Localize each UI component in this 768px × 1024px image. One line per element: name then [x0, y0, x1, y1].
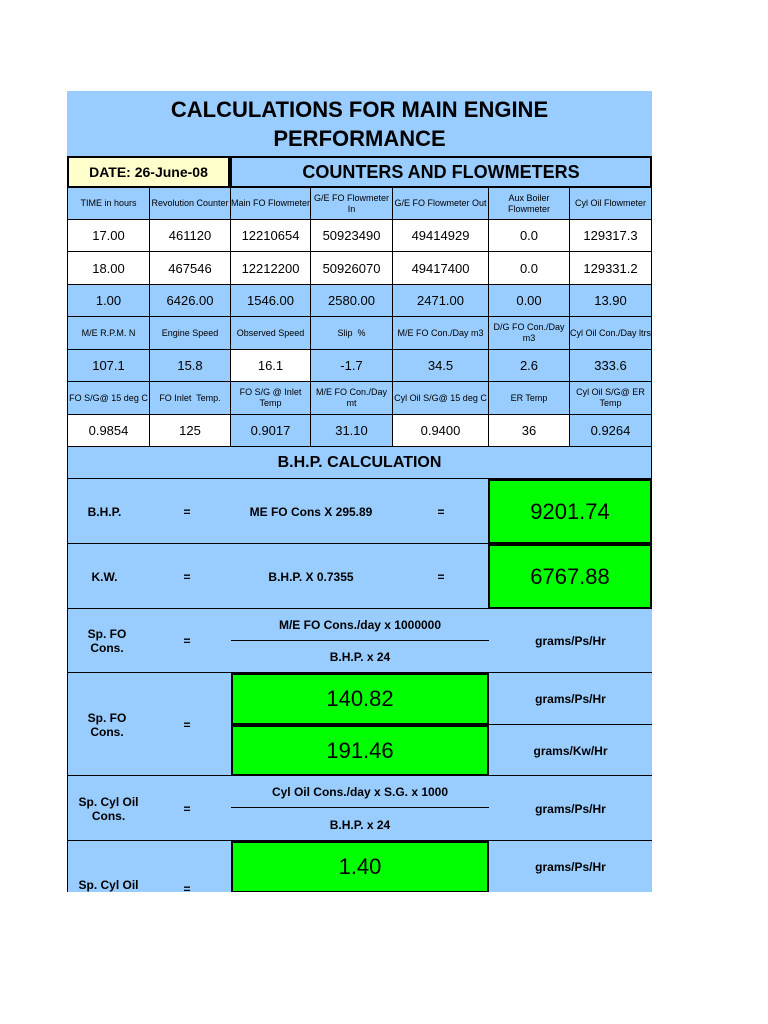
value-slip: -1.7 [311, 350, 393, 382]
value-dg-fo-con: 2.6 [489, 350, 570, 382]
title-line-2: PERFORMANCE [273, 125, 446, 151]
bhp-section-title: B.H.P. CALCULATION [67, 447, 652, 479]
value-er-temp: 36 [489, 415, 570, 447]
bhp-label: B.H.P. [87, 504, 122, 519]
value-me-fo-con-m3: 34.5 [393, 350, 489, 382]
bhp-equals-2: = [437, 504, 445, 519]
row1-main-fo: 12210654 [231, 220, 311, 252]
row2-ge-in: 50926070 [311, 252, 393, 285]
row1-time: 17.00 [67, 220, 150, 252]
kw-label: K.W. [91, 569, 118, 584]
value-fo-inlet-temp: 125 [150, 415, 231, 447]
row1-aux-boiler: 0.0 [489, 220, 570, 252]
sp-cyl-formula-label: Sp. Cyl Oil Cons. [78, 794, 139, 823]
sp-fo-unit-kw: grams/Kw/Hr [533, 743, 608, 758]
diff-ge-out: 2471.00 [393, 285, 489, 317]
header-er-temp: ER Temp [489, 382, 570, 415]
sp-cyl-result-equals: = [183, 882, 191, 892]
calculation-sheet [67, 91, 652, 892]
sp-fo-unit-ps: grams/Ps/Hr [489, 673, 652, 725]
header-aux-boiler: Aux Boiler Flowmeter [489, 188, 570, 220]
value-me-rpm: 107.1 [67, 350, 150, 382]
row1-ge-in: 50923490 [311, 220, 393, 252]
header-main-fo-flowmeter: Main FO Flowmeter [231, 188, 311, 220]
header-observed-speed: Observed Speed [231, 317, 311, 350]
header-time: TIME in hours [67, 188, 150, 220]
header-engine-speed: Engine Speed [150, 317, 231, 350]
header-cyl-oil-sg-15: Cyl Oil S/G@ 15 deg C [393, 382, 489, 415]
header-fo-inlet-temp: FO Inlet Temp. [150, 382, 231, 415]
value-fo-sg-inlet: 0.9017 [231, 415, 311, 447]
row1-cyl-oil: 129317.3 [570, 220, 652, 252]
header-ge-fo-in: G/E FO Flowmeter In [311, 188, 393, 220]
sp-fo-numerator: M/E FO Cons./day x 1000000 [278, 618, 442, 632]
counters-section-title: COUNTERS AND FLOWMETERS [230, 156, 652, 188]
header-me-rpm: M/E R.P.M. N [67, 317, 150, 350]
sp-fo-formula-label: Sp. FO Cons. [87, 627, 127, 655]
sp-fo-value-ps: 140.82 [231, 673, 489, 725]
row1-revolution: 461120 [150, 220, 231, 252]
sp-cyl-value: 1.40 [231, 841, 489, 892]
row1-ge-out: 49414929 [393, 220, 489, 252]
sp-fo-result-label: Sp. FO Cons. [87, 710, 127, 739]
value-fo-sg-15: 0.9854 [67, 415, 150, 447]
row2-time: 18.00 [67, 252, 150, 285]
kw-value: 6767.88 [488, 544, 652, 609]
sp-fo-value-kw: 191.46 [231, 725, 489, 776]
row2-main-fo: 12212200 [231, 252, 311, 285]
header-cyl-oil-flowmeter: Cyl Oil Flowmeter [570, 188, 652, 220]
row2-cyl-oil: 129331.2 [570, 252, 652, 285]
diff-revolution: 6426.00 [150, 285, 231, 317]
diff-time: 1.00 [67, 285, 150, 317]
sheet-title [67, 91, 652, 156]
value-observed-speed: 16.1 [231, 350, 311, 382]
bhp-value: 9201.74 [488, 479, 652, 544]
bhp-formula: ME FO Cons X 295.89 [249, 504, 373, 519]
diff-ge-in: 2580.00 [311, 285, 393, 317]
kw-equals-2: = [437, 569, 445, 584]
header-slip: Slip % [311, 317, 393, 350]
value-engine-speed: 15.8 [150, 350, 231, 382]
sp-fo-result-equals: = [183, 717, 191, 732]
value-cyl-oil-con: 333.6 [570, 350, 652, 382]
header-fo-sg-15: FO S/G@ 15 deg C [67, 382, 150, 415]
kw-equals: = [183, 569, 191, 584]
sp-cyl-formula-equals: = [183, 801, 191, 816]
header-dg-fo-con: D/G FO Con./Day m3 [489, 317, 570, 350]
row2-ge-out: 49417400 [393, 252, 489, 285]
value-me-fo-con-mt: 31.10 [311, 415, 393, 447]
diff-aux-boiler: 0.00 [489, 285, 570, 317]
sp-fo-denominator: B.H.P. x 24 [329, 650, 391, 664]
row2-revolution: 467546 [150, 252, 231, 285]
title-line-1: CALCULATIONS FOR MAIN ENGINE [170, 96, 549, 122]
header-me-fo-con-m3: M/E FO Con./Day m3 [393, 317, 489, 350]
header-revolution-counter: Revolution Counter [150, 188, 231, 220]
sp-cyl-denominator: B.H.P. x 24 [329, 817, 391, 832]
header-fo-sg-inlet: FO S/G @ Inlet Temp [231, 382, 311, 415]
sp-fo-formula-unit: grams/Ps/Hr [535, 634, 606, 648]
header-cyl-oil-con: Cyl Oil Con./Day ltrs [570, 317, 652, 350]
header-me-fo-con-mt: M/E FO Con./Day mt [311, 382, 393, 415]
row2-aux-boiler: 0.0 [489, 252, 570, 285]
value-cyl-oil-sg-15: 0.9400 [393, 415, 489, 447]
bhp-equals: = [183, 504, 191, 519]
date-cell: DATE: 26-June-08 [67, 156, 230, 188]
header-ge-fo-out: G/E FO Flowmeter Out [393, 188, 489, 220]
value-cyl-oil-sg-er: 0.9264 [570, 415, 652, 447]
sp-fo-formula-equals: = [183, 634, 191, 648]
diff-main-fo: 1546.00 [231, 285, 311, 317]
header-cyl-oil-sg-er: Cyl Oil S/G@ ER Temp [570, 382, 652, 415]
sp-cyl-unit: grams/Ps/Hr [535, 860, 606, 874]
sp-cyl-numerator: Cyl Oil Cons./day x S.G. x 1000 [271, 785, 449, 799]
sp-cyl-result-label: Sp. Cyl Oil [78, 878, 139, 892]
sp-cyl-formula-unit: grams/Ps/Hr [535, 801, 606, 816]
kw-formula: B.H.P. X 0.7355 [268, 569, 354, 584]
diff-cyl-oil: 13.90 [570, 285, 652, 317]
